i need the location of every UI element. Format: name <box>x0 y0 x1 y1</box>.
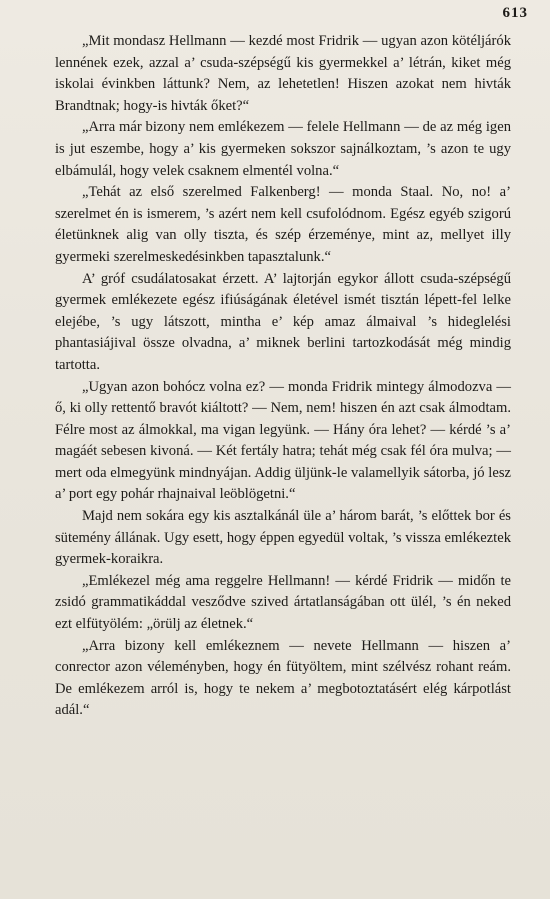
paragraph: „Ugyan azon bohócz volna ez? — monda Fridrik mintegy álmodozva — ő, ki olly rettentő bravót kiáltott? — Nem, nem! hiszen én azt csak álmodtam. Félre most az álmokkal, ma vigan legyünk. — Hány óra lehet? — kérdé ’s a’ magáét sebesen kivoná. — Két fertály hatra; tehát még csak fél óra mulva; — mert oda elmegyünk mindnyájan. Addig üljünk-le valamellyik sátorba, jó lesz a’ port egy pohár rhajnaival leöblögetni.“ <box>55 378 511 503</box>
paragraph: A’ gróf csudálatosakat érzett. A’ lajtorján egykor állott csuda-szépségű gyermek emlékezete egész ifiúságának életével ismét tisztán lépett-fel lelke elejébe, ’s ugy látszott, mintha e’ kép amaz álmaival ’s hideglelési phantasiájival össze olvadna, a’ miknek berlini tartozkodását még mindig tartotta. <box>55 270 511 373</box>
paragraph: „Emlékezel még ama reggelre Hellmann! — kérdé Fridrik — midőn te zsidó grammatikáddal vesződve szived ártatlanságában ott ülél, ’s én neked ezt elfütyölém: „örülj az életnek.“ <box>55 572 511 633</box>
page-number: 613 <box>502 5 528 21</box>
paragraph: „Arra már bizony nem emlékezem — felele Hellmann — de az még igen is jut eszembe, hogy a’ kis gyermeken sokszor sajnálkoztam, ’s azon te ugy elbámulál, hogy velek csaknem elmentél volna.“ <box>55 119 511 179</box>
paragraph: „Mit mondasz Hellmann — kezdé most Fridrik — ugyan azon kötéljárók lennének ezek, azzal a’ csuda-szépségű kis gyermekkel a’ létrán, kiket még iskolai évinkben láttunk? Nem, az lehetetlen! Hiszen azokat nem hivták Brandtnak; hogy-is hivták őket?“ <box>55 33 511 114</box>
paragraph: „Tehát az első szerelmed Falkenberg! — monda Staal. No, no! a’ szerelmet én is ismerem, ’s azért nem kell csufolódnom. Egész egyéb szigorú életünknek alig van olly tiszta, és szép érzeménye, mint az, mellyet illy gyermeki szerelmeskedésinkben tapasztalunk.“ <box>55 184 511 265</box>
body-text <box>55 31 511 722</box>
paragraph: „Arra bizony kell emlékeznem — nevete Hellmann — hiszen a’ conrector azon véleményben, hogy én fütyöltem, mint szélvész rohant reám. De emlékezem arról is, hogy te nekem a’ megbotoztatásért elég kárpotlást adál.“ <box>55 637 511 719</box>
paragraph: Majd nem sokára egy kis asztalkánál üle a’ három barát, ’s előttek bor és sütemény állának. Ugy esett, hogy éppen egyedül voltak, ’s vissza emlékeztek gyermek-koraikra. <box>55 508 511 568</box>
